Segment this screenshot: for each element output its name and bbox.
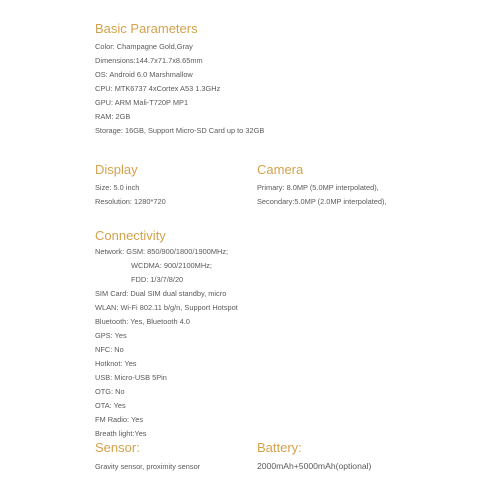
battery-capacity: 2000mAh+5000mAh(optional) (257, 461, 372, 471)
conn-hotknot: Hotknot: Yes (95, 359, 137, 368)
conn-gps: GPS: Yes (95, 331, 127, 340)
spec-storage: Storage: 16GB, Support Micro-SD Card up to 32GB (95, 126, 265, 135)
display-size: Size: 5.0 inch (95, 183, 140, 192)
basic-parameters-heading: Basic Parameters (95, 21, 198, 36)
spec-dimensions: Dimensions:144.7x71.7x8.65mm (95, 56, 203, 65)
conn-network-gsm: Network: GSM: 850/900/1800/1900MHz; (95, 247, 229, 256)
battery-heading: Battery: (257, 440, 302, 455)
sensor-list: Gravity sensor, proximity sensor (95, 462, 201, 471)
spec-color: Color: Champagne Gold,Gray (95, 42, 193, 51)
display-resolution: Resolution: 1280*720 (95, 197, 166, 206)
camera-heading: Camera (257, 162, 304, 177)
conn-network-fdd: FDD: 1/3/7/8/20 (131, 275, 184, 284)
connectivity-heading: Connectivity (95, 228, 166, 243)
conn-usb: USB: Micro-USB 5Pin (95, 373, 167, 382)
sensor-heading: Sensor: (95, 440, 140, 455)
conn-sim: SIM Card: Dual SIM dual standby, micro (95, 289, 227, 298)
conn-ota: OTA: Yes (95, 401, 126, 410)
spec-ram: RAM: 2GB (95, 112, 131, 121)
spec-gpu: GPU: ARM Mali-T720P MP1 (95, 98, 189, 107)
conn-wlan: WLAN: Wi-Fi 802.11 b/g/n, Support Hotspot (95, 303, 238, 312)
spec-cpu: CPU: MTK6737 4xCortex A53 1.3GHz (95, 84, 221, 93)
conn-breath-light: Breath light:Yes (95, 429, 147, 438)
conn-bluetooth: Bluetooth: Yes, Bluetooth 4.0 (95, 317, 190, 326)
camera-secondary: Secondary:5.0MP (2.0MP interpolated), (257, 197, 387, 206)
camera-primary: Primary: 8.0MP (5.0MP interpolated), (257, 183, 379, 192)
conn-fm-radio: FM Radio: Yes (95, 415, 144, 424)
conn-network-wcdma: WCDMA: 900/2100MHz; (131, 261, 212, 270)
conn-nfc: NFC: No (95, 345, 124, 354)
spec-os: OS: Android 6.0 Marshmallow (95, 70, 193, 79)
display-heading: Display (95, 162, 138, 177)
conn-otg: OTG: No (95, 387, 125, 396)
